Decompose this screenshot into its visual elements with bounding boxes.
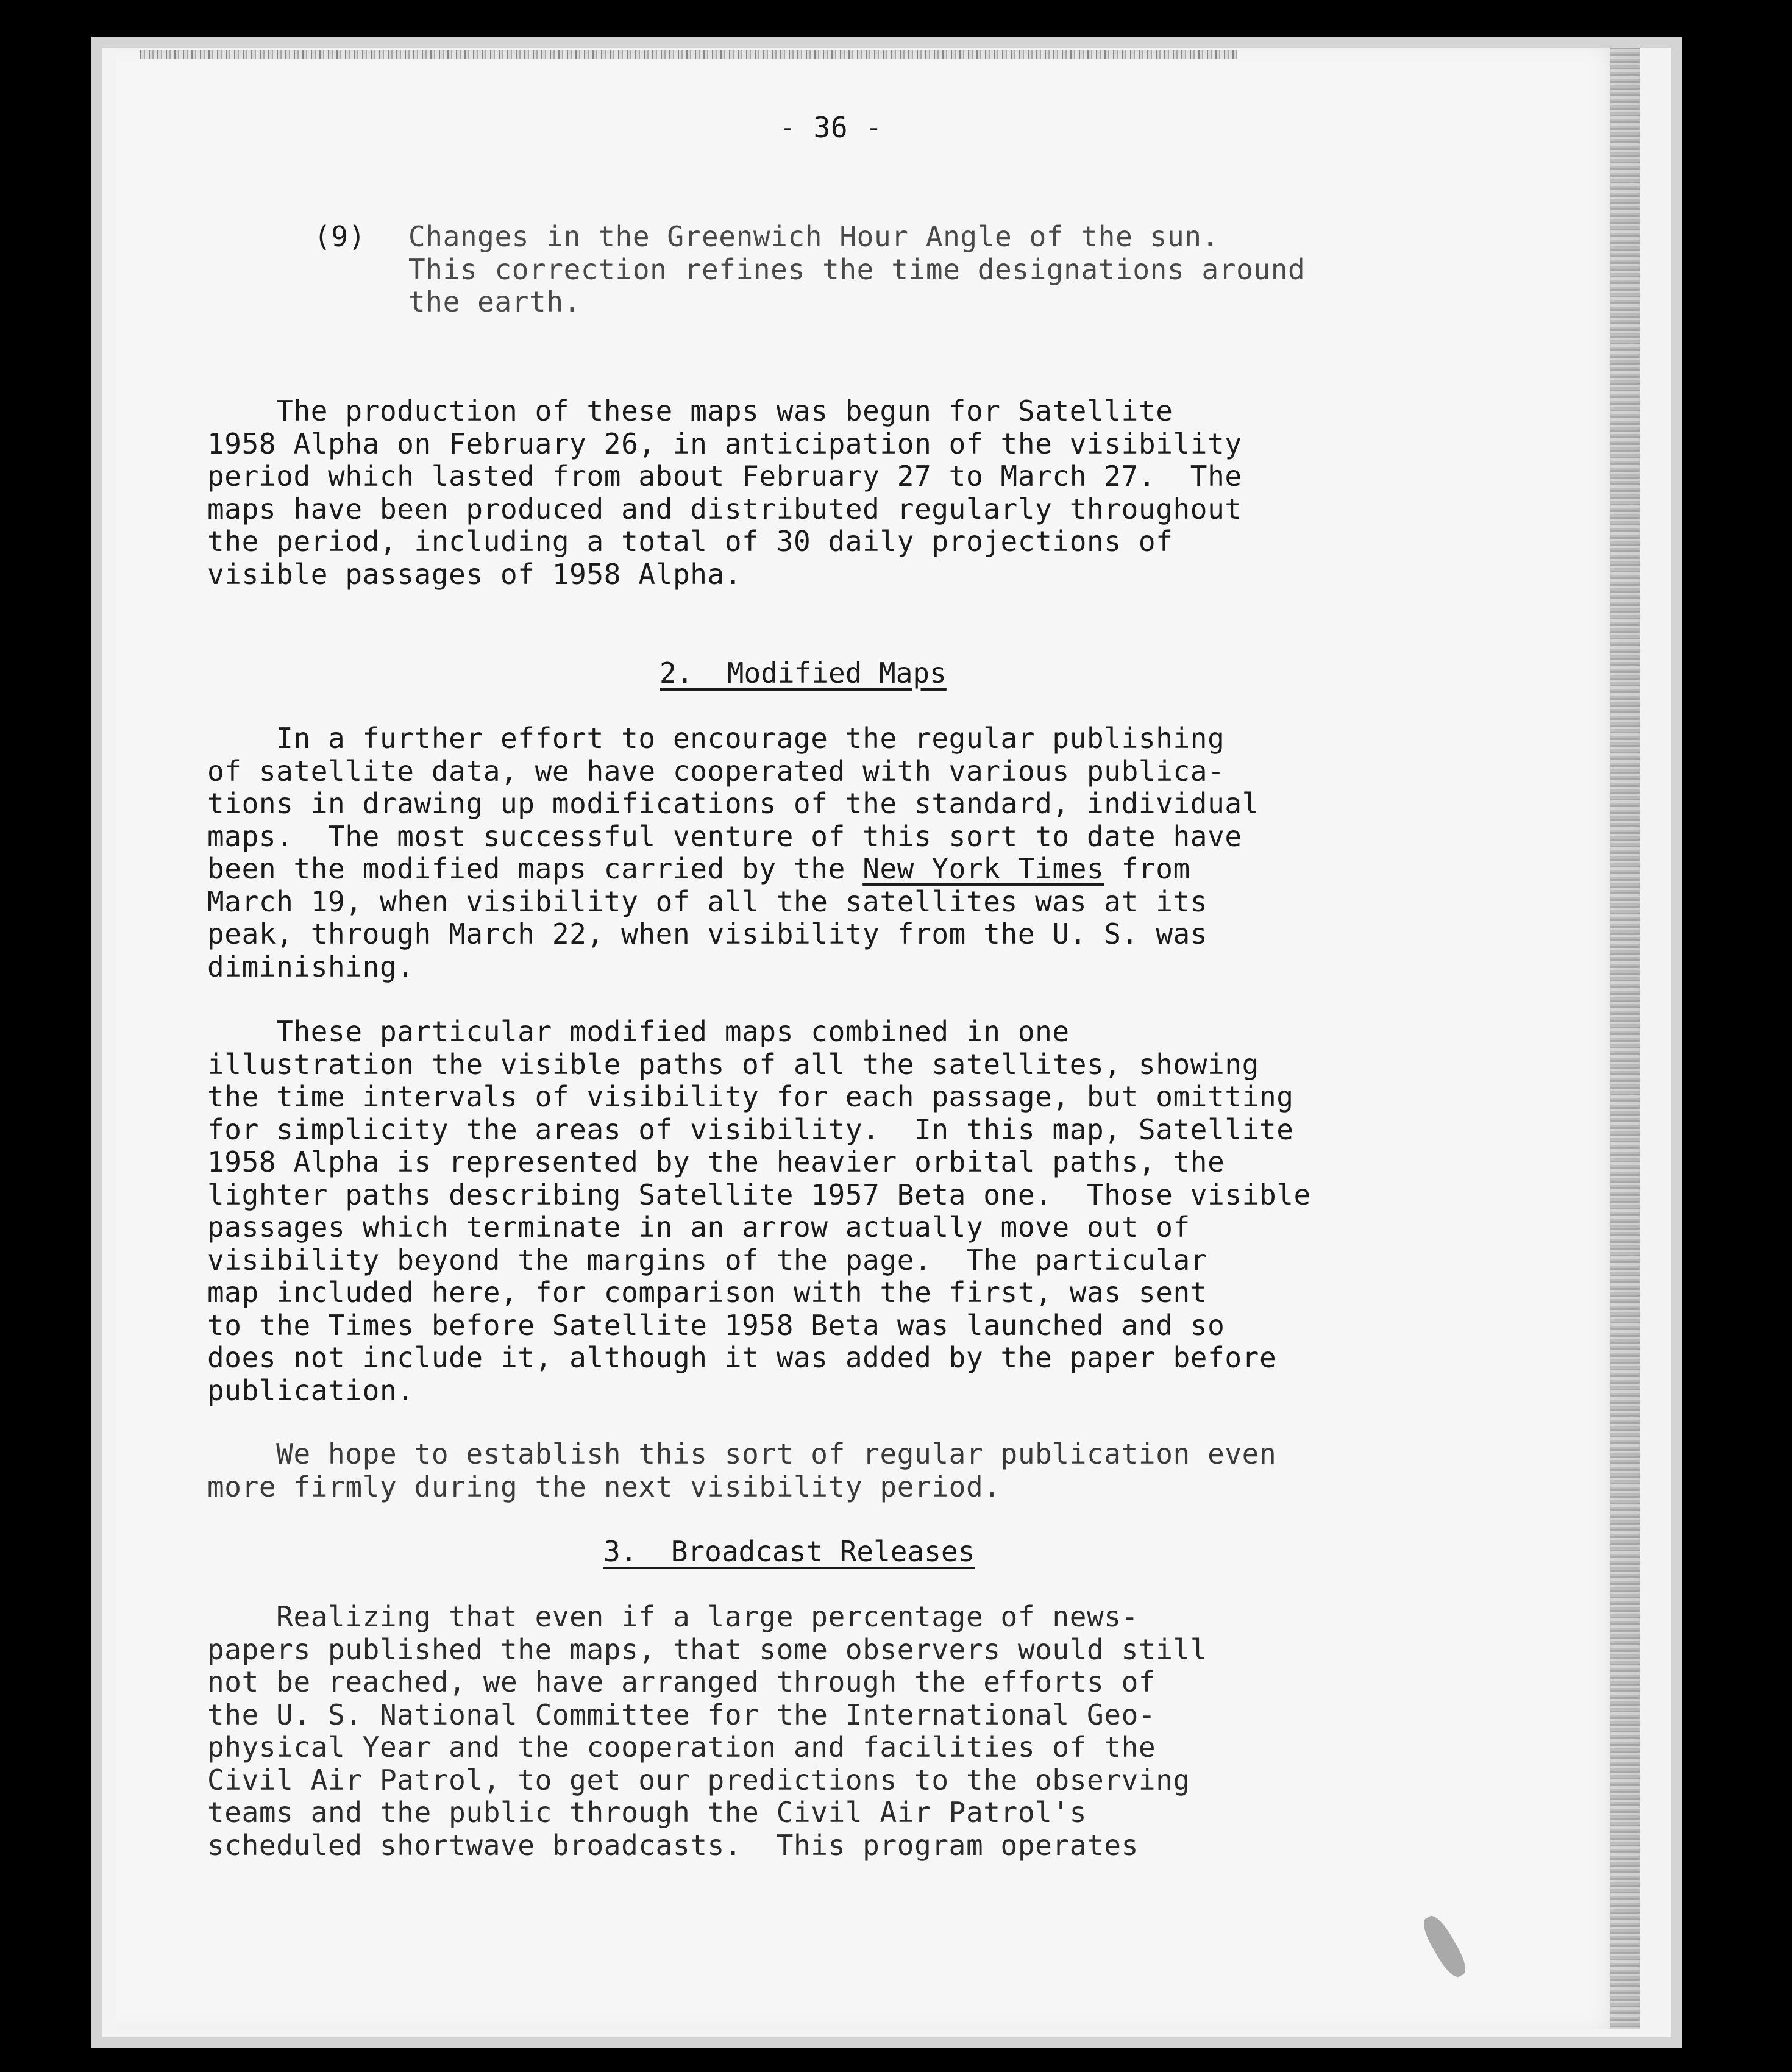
page-edge — [1610, 48, 1640, 2029]
paragraph-broadcast: Realizing that even if a large percentage of news- papers published the maps, that some observers would still not be reached, we have arranged through the efforts of the U. S. National Committee for the International Geo- physical Year and the cooperation and facilities of the Civil Air Patrol, to get our predictions to the observing teams and the public through the Civil Air Patrol's scheduled shortwave broadcasts. This program operates — [207, 1600, 1208, 1862]
section-heading-modified-maps: 2. Modified Maps — [660, 657, 947, 689]
paragraph-combined-maps: These particular modified maps combined in one illustration the visible paths of all the satellites, showing the time intervals of visibility for each passage, but omitting for simplicity the areas of visibility. In this map, Satellite 1958 Alpha is represented by the heavier orbital paths, the lighter paths describing Satellite 1957 Beta one. Those visible passages which terminate in an arrow actually move out of visibility beyond the margins of the page. The particular map included here, for comparison with the first, was sent to the Times before Satellite 1958 Beta was launched and so does not include it, although it was added by the paper before publication. — [207, 1015, 1311, 1407]
scan-noise — [140, 50, 1237, 59]
newspaper-title: New York Times — [862, 852, 1104, 885]
paragraph-hope: We hope to establish this sort of regular publication even more firmly during the next visibility period. — [207, 1437, 1277, 1503]
paragraph-modified-maps: In a further effort to encourage the regular publishing of satellite data, we have cooperated with various publica- tions in drawing up modifications of the standard, individual maps. The most successful venture of this sort to date have been the modified maps carried by the New York Times from March 19, when visibility of all the satellites was at its peak, through March 22, when visibility from the U. S. was diminishing. — [207, 722, 1259, 983]
page-number: - 36 - — [779, 111, 883, 144]
list-item-label: (9) — [314, 220, 366, 253]
list-item-text: Changes in the Greenwich Hour Angle of the sun. This correction refines the time designations around the earth. — [408, 220, 1306, 318]
section-heading-broadcast-releases: 3. Broadcast Releases — [603, 1535, 975, 1568]
paragraph-production: The production of these maps was begun for Satellite 1958 Alpha on February 26, in anticipation of the visibility period which lasted from about February 27 to March 27. The maps have been produced and distributed regularly throughout the period, including a total of 30 daily projections of visible passages of 1958 Alpha. — [207, 394, 1242, 591]
